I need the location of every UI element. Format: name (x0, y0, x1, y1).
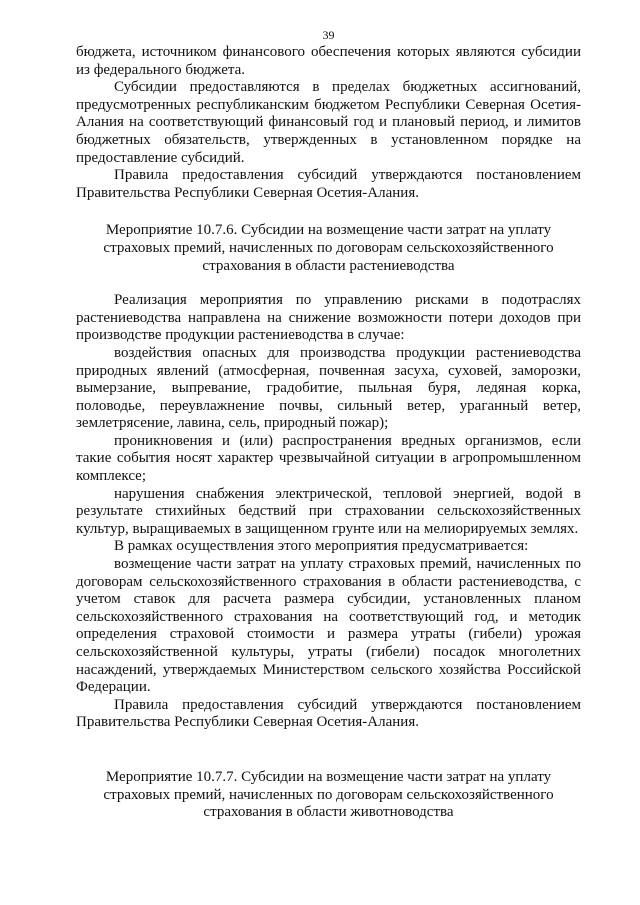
paragraph: В рамках осуществления этого мероприятия предусматривается: (114, 538, 529, 555)
section-heading-10-7-6: Мероприятие 10.7.6. Субсидии на возмещение части затрат на уплату страховых премий, начисленных по договорам сельскохозяйственного страхования в области растениеводства (103, 222, 554, 274)
document-page (76, 28, 581, 839)
paragraph: Правила предоставления субсидий утверждаются постановлением Правительства Республики Северная Осетия-Алания. (76, 167, 581, 201)
page-number: 39 (322, 28, 335, 42)
section-heading-10-7-7: Мероприятие 10.7.7. Субсидии на возмещение части затрат на уплату страховых премий, начисленных по договорам сельскохозяйственного страхования в области животноводства (103, 768, 554, 821)
paragraph: проникновения и (или) распространения вредных организмов, если такие события носят характер чрезвычайной ситуации в агропромышленном комплексе; (76, 432, 581, 485)
paragraph: Субсидии предоставляются в пределах бюджетных ассигнований, предусмотренных республиканским бюджетом Республики Северная Осетия-Алания на соответствующий финансовый год и плановый период, и лимитов бюджетных обязательств, утвержденных в установленном порядке на предоставление субсидий. (76, 79, 581, 166)
paragraph: Правила предоставления субсидий утверждаются постановлением Правительства Республики Северная Осетия-Алания. (76, 696, 581, 731)
paragraph-continuation: бюджета, источником финансового обеспечения которых являются субсидии из федерального бюджета. (76, 44, 581, 78)
paragraph: нарушения снабжения электрической, тепловой энергией, водой в результате стихийных бедствий при страховании сельскохозяйственных культур, выращиваемых в защищенном грунте или на мелиорируемых землях. (76, 485, 581, 537)
paragraph: возмещение части затрат на уплату страховых премий, начисленных по договорам сельскохозяйственного страхования в области растениеводства, с учетом ставок для расчета размера субсидии, установленных планом сельскохозяйственного страхования на соответствующий год, и методик определения страховой стоимости и размера утраты (гибели) урожая сельскохозяйственной культуры, утраты (гибели) посадок многолетних насаждений, утверждаемых Министерством сельского хозяйства Российской Федерации. (76, 556, 581, 696)
paragraph: Реализация мероприятия по управлению рисками в подотраслях растениеводства направлена на снижение возможности потери доходов при производстве продукции растениеводства в случае: (76, 292, 581, 344)
paragraph: воздействия опасных для производства продукции растениеводства природных явлений (атмосферная, почвенная засуха, суховей, заморозки, вымерзание, выпревание, градобитие, пыльная буря, ледяная корка, половодье, переувлажнение почвы, сильный ветер, ураганный ветер, землетрясение, лавина, сель, природный пожар); (76, 344, 581, 432)
